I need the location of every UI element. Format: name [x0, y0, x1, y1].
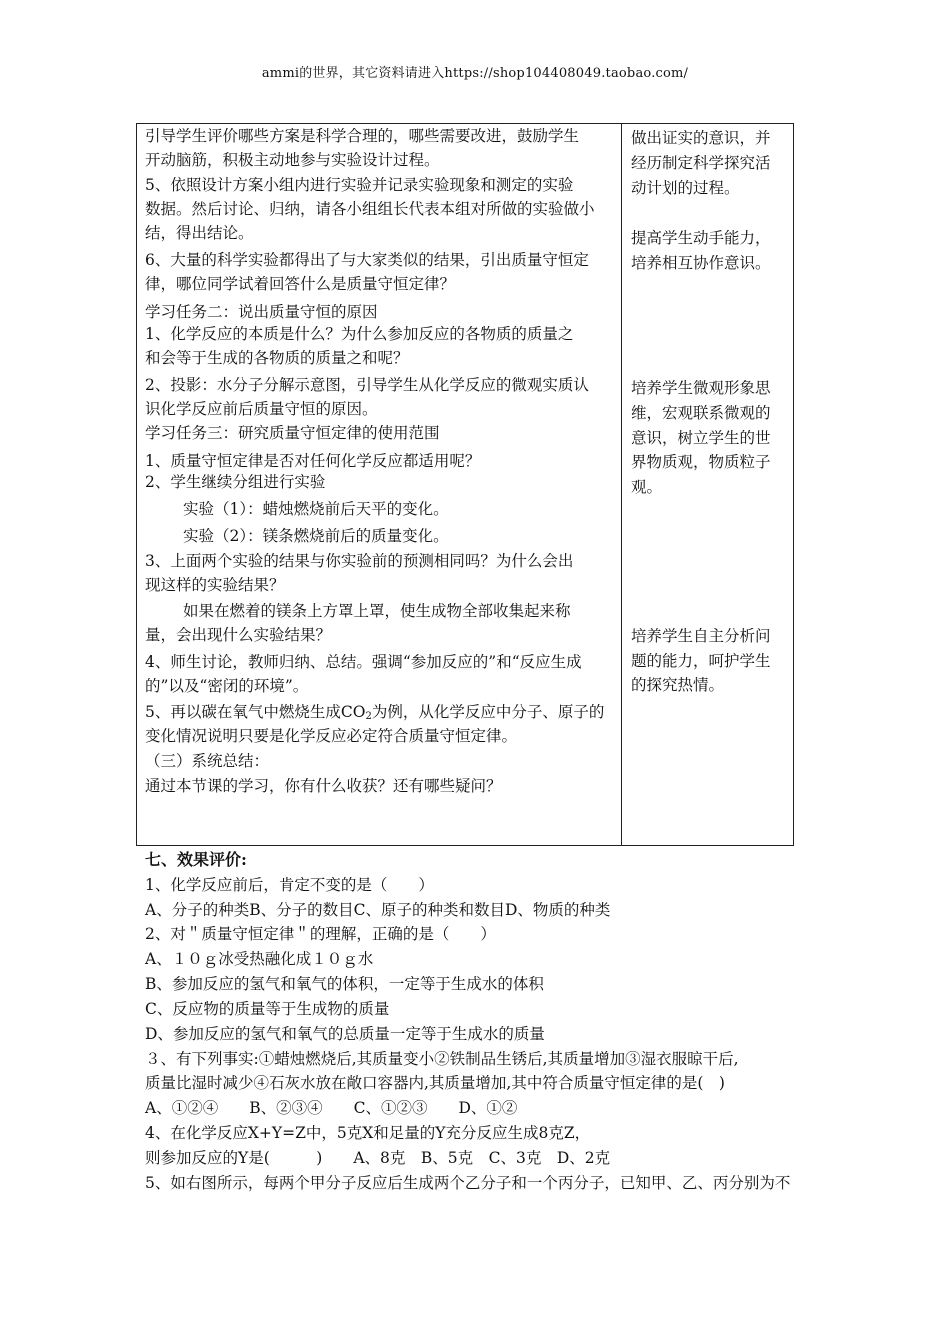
task-heading: 学习任务二：说出质量守恒的原因: [145, 303, 378, 321]
text-line: 1、质量守恒定律是否对任何化学反应都适用呢？: [145, 452, 481, 470]
question-1: 1、化学反应前后，肯定不变的是（ ）: [145, 876, 434, 894]
text-line: 的”以及“密闭的环境”。: [145, 677, 309, 695]
intent-line: 经历制定科学探究活: [631, 154, 771, 172]
intent-line: 动计划的过程。: [631, 179, 740, 197]
text-line: 和会等于生成的各物质的质量之和呢？: [145, 349, 409, 367]
text-line: 量，会出现什么实验结果？: [145, 626, 332, 644]
text-line: 通过本节课的学习，你有什么收获？还有哪些疑问？: [145, 777, 502, 795]
intent-line: 维，宏观联系微观的: [631, 404, 771, 422]
text-line: 律，哪位同学试着回答什么是质量守恒定律？: [145, 275, 456, 293]
text-line: 2、投影：水分子分解示意图，引导学生从化学反应的微观实质认: [145, 376, 589, 394]
text-line: 结，得出结论。: [145, 224, 254, 242]
question-2-option-d: D、参加反应的氢气和氧气的总质量一定等于生成水的质量: [145, 1025, 545, 1043]
co2-subscript: 2: [365, 711, 372, 722]
question-2-option-c: C、反应物的质量等于生成物的质量: [145, 1000, 390, 1018]
intent-line: 培养学生微观形象思: [631, 379, 771, 397]
evaluation-title: 七、效果评价:: [145, 850, 247, 869]
text-line: 3、上面两个实验的结果与你实验前的预测相同吗？为什么会出: [145, 552, 574, 570]
text-line: 数据。然后讨论、归纳，请各小组组长代表本组对所做的实验做小: [145, 200, 595, 218]
question-1-options: A、分子的种类B、分子的数目C、原子的种类和数目D、物质的种类: [145, 901, 611, 919]
question-2: 2、对＂质量守恒定律＂的理解，正确的是（ ）: [145, 925, 496, 943]
summary-heading: （三）系统总结：: [145, 752, 270, 770]
experiment-1: 实验（1）：蜡烛燃烧前后天平的变化。: [183, 500, 449, 518]
intent-line: 界物质观，物质粒子: [631, 453, 771, 471]
intent-line: 意识，树立学生的世: [631, 429, 771, 447]
task-heading: 学习任务三：研究质量守恒定律的使用范围: [145, 424, 440, 442]
text-line: 开动脑筋，积极主动地参与实验设计过程。: [145, 151, 440, 169]
intent-line: 的探究热情。: [631, 676, 725, 694]
text-line: 如果在燃着的镁条上方罩上罩，使生成物全部收集起来称: [183, 602, 571, 620]
question-3-cont: 质量比湿时减少④石灰水放在敞口容器内,其质量增加,其中符合质量守恒定律的是( ): [145, 1074, 725, 1092]
question-2-option-b: B、参加反应的氢气和氧气的体积，一定等于生成水的体积: [145, 975, 544, 993]
text-line: 变化情况说明只要是化学反应必定符合质量守恒定律。: [145, 727, 518, 745]
question-4: 4、在化学反应X+Y=Z中，5克X和足量的Y充分反应生成8克Z，: [145, 1124, 591, 1142]
lesson-table: [136, 123, 794, 846]
intent-line: 培养学生自主分析问: [631, 627, 771, 645]
text-line: 现这样的实验结果？: [145, 576, 285, 594]
intent-line: 观。: [631, 478, 663, 496]
question-3: ３、有下列事实:①蜡烛燃烧后,其质量变小②铁制品生锈后,其质量增加③湿衣服晾干后,: [145, 1050, 739, 1068]
text-line: 识化学反应前后质量守恒的原因。: [145, 400, 378, 418]
question-4-options: 则参加反应的Y是( ) A、8克 B、5克 C、3克 D、2克: [145, 1149, 611, 1167]
column-divider: [621, 124, 622, 845]
question-5: 5、如右图所示，每两个甲分子反应后生成两个乙分子和一个丙分子，已知甲、乙、丙分别为不: [145, 1174, 791, 1192]
co2-line: [145, 702, 604, 727]
co2-line-after: 为例，从化学反应中分子、原子的: [371, 703, 605, 721]
question-2-option-a: A、１０ｇ冰受热融化成１０ｇ水: [145, 950, 374, 968]
intent-line: 提高学生动手能力，: [631, 229, 771, 247]
text-line: 5、依照设计方案小组内进行实验并记录实验现象和测定的实验: [145, 176, 574, 194]
intent-line: 培养相互协作意识。: [631, 254, 771, 272]
text-line: 引导学生评价哪些方案是科学合理的，哪些需要改进，鼓励学生: [145, 127, 580, 145]
page-header: ammi的世界，其它资料请进入https://shop104408049.taobao.com/: [261, 66, 689, 81]
intent-line: 做出证实的意识，并: [631, 129, 771, 147]
experiment-2: 实验（2）：镁条燃烧前后的质量变化。: [183, 527, 449, 545]
text-line: 2、学生继续分组进行实验: [145, 473, 326, 491]
intent-line: 题的能力，呵护学生: [631, 652, 771, 670]
text-line: 1、化学反应的本质是什么？为什么参加反应的各物质的质量之: [145, 325, 574, 343]
text-line: 6、大量的科学实验都得出了与大家类似的结果，引出质量守恒定: [145, 251, 589, 269]
co2-line-before: 5、再以碳在氧气中燃烧生成CO: [145, 703, 366, 721]
text-line: 4、师生讨论，教师归纳、总结。强调“参加反应的”和“反应生成: [145, 653, 582, 671]
question-3-options: A、①②④ B、②③④ C、①②③ D、①②: [145, 1099, 518, 1117]
